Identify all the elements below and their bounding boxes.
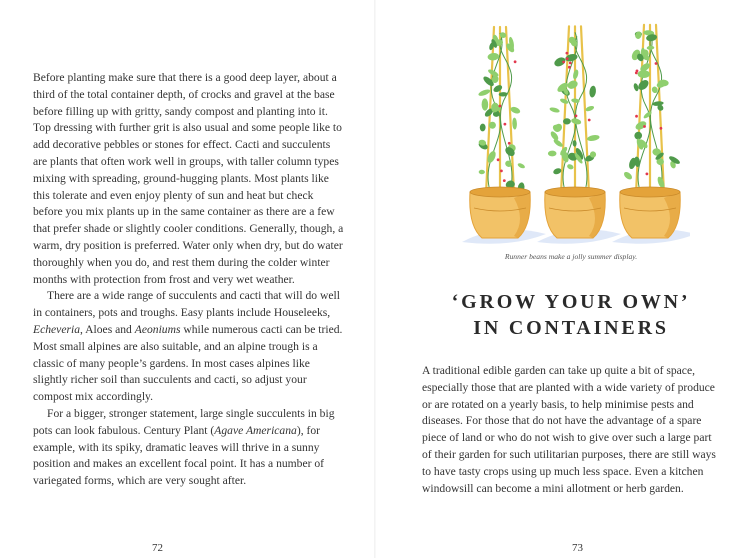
bean-flower [655, 62, 658, 65]
body-paragraph [33, 70, 345, 288]
left-page [0, 0, 374, 558]
bean-flower [635, 115, 638, 118]
bean-flower [504, 123, 507, 126]
right-body-text [422, 363, 722, 497]
bean-flower [575, 115, 578, 118]
illustration-caption: Runner beans make a jolly summer display. [504, 252, 638, 261]
bean-leaf [492, 84, 503, 94]
right-page [376, 0, 750, 558]
text-run: ), for example, with its spiky, dramatic leaves will thrive in a sunny position and makes an excellent focal point. It has a number of variegated forms, which are very sought after. [33, 423, 325, 488]
page-number-right: 73 [572, 542, 583, 554]
text-run: There are a wide range of succulents and cacti that will do well in containers, pots and troughs. Easy plants include Houseleeks, [33, 289, 340, 320]
bean-leaf [480, 124, 486, 132]
bean-leaf [548, 150, 557, 156]
bean-leaf [566, 79, 579, 90]
bean-leaf [552, 167, 562, 175]
heading-line-2: IN CONTAINERS [473, 317, 669, 339]
italic-plant-name: Aeoniums [134, 322, 181, 336]
bean-leaf [636, 78, 650, 92]
bean-flower [500, 170, 503, 173]
bean-leaf [572, 69, 579, 80]
left-body-text [33, 70, 345, 490]
runner-beans-pots-illustration [460, 16, 690, 248]
bean-leaf [587, 134, 600, 142]
pot-rim [620, 187, 680, 197]
bean-leaf [478, 88, 491, 97]
italic-plant-name: Agave Americana [214, 423, 297, 437]
bean-leaf [487, 52, 499, 61]
bean-leaf [638, 70, 650, 78]
bean-flower [566, 52, 569, 55]
bean-leaf [512, 118, 517, 130]
bean-flower [636, 70, 639, 73]
bean-leaf [589, 85, 597, 97]
bean-flower [569, 62, 572, 65]
pot-rim [545, 187, 605, 197]
bean-leaf [517, 162, 526, 169]
page-number-left: 72 [152, 542, 163, 554]
bean-flower [503, 179, 506, 182]
text-run: while numerous cacti can be tried. Most small alpines are also suitable, and an alpine trough is a classic of many people’s gardens. In most cases alpines like slightly richer soil than succulents and cacti, so adjust your compost mix accordingly. [33, 322, 343, 404]
bean-leaf [481, 98, 488, 110]
bean-leaf [549, 107, 560, 114]
right-paragraph: A traditional edible garden can take up quite a bit of space, especially those that are planted with a wide variety of produce or are rotated on a yearly basis, to help minimise pests and diseases. For those that do not have the advantage of a spare piece of land or who do not wish to give over such a large part of their garden for such utilitarian purposes, there are still ways to have tasty crops using up much less space. Even a kitchen windowsill can become a mini allotment or herb garden. [422, 364, 716, 495]
bean-flower [508, 142, 511, 145]
bean-flower [643, 125, 646, 128]
bean-leaf [572, 140, 576, 147]
heading-line-1: ‘GROW YOUR OWN’ [451, 291, 691, 313]
bean-flower [588, 119, 591, 122]
bean-flower [562, 61, 565, 64]
bean-leaf [571, 98, 580, 104]
bean-leaf [647, 46, 655, 51]
body-paragraph [33, 406, 345, 490]
bean-leaf [634, 31, 642, 40]
bean-flower [497, 158, 500, 161]
bean-flower [568, 66, 571, 69]
bean-flower [660, 127, 663, 130]
bean-flower [499, 105, 502, 108]
bean-leaf [479, 170, 485, 175]
bean-leaf [571, 117, 582, 125]
bean-leaf [634, 120, 648, 132]
bamboo-cane [561, 26, 569, 194]
text-run: Before planting make sure that there is a good deep layer, about a third of the total container depth, of crocks and gravel at the base before filling up with gritty, sandy compost and planting into it. Top dressing with further grit is also usual and some people like to add decorative pebbles or stones for effect. Cacti and succulents are plants that often work well in groups, with taller column types mixing with spreading, ground-hugging plants. Most plants like this tolerate and even enjoy plenty of sun and heat but check before you mix plants up in the same container as there are a few that prefer shade or slightly cooler conditions. Generally, though, a warm, dry position is preferred. Water only when dry, but do water thoroughly when you do, and rest them during the colder winter months with protection from frost and very wet weather. [33, 71, 344, 286]
bean-leaf [566, 163, 574, 170]
body-paragraph [33, 288, 345, 406]
bean-flower [646, 173, 649, 176]
bean-leaf [623, 171, 634, 181]
bean-leaf [585, 105, 595, 112]
text-run: , Aloes and [80, 322, 135, 336]
bean-leaf [643, 110, 653, 119]
bean-flower [514, 60, 517, 63]
section-heading [416, 289, 726, 341]
bean-flower [566, 57, 569, 60]
pot-rim [470, 187, 530, 197]
italic-plant-name: Echeveria [33, 322, 80, 336]
text-run: For a bigger, stronger statement, large single succulents in big pots can look fabulous. Century Plant ( [33, 406, 335, 437]
